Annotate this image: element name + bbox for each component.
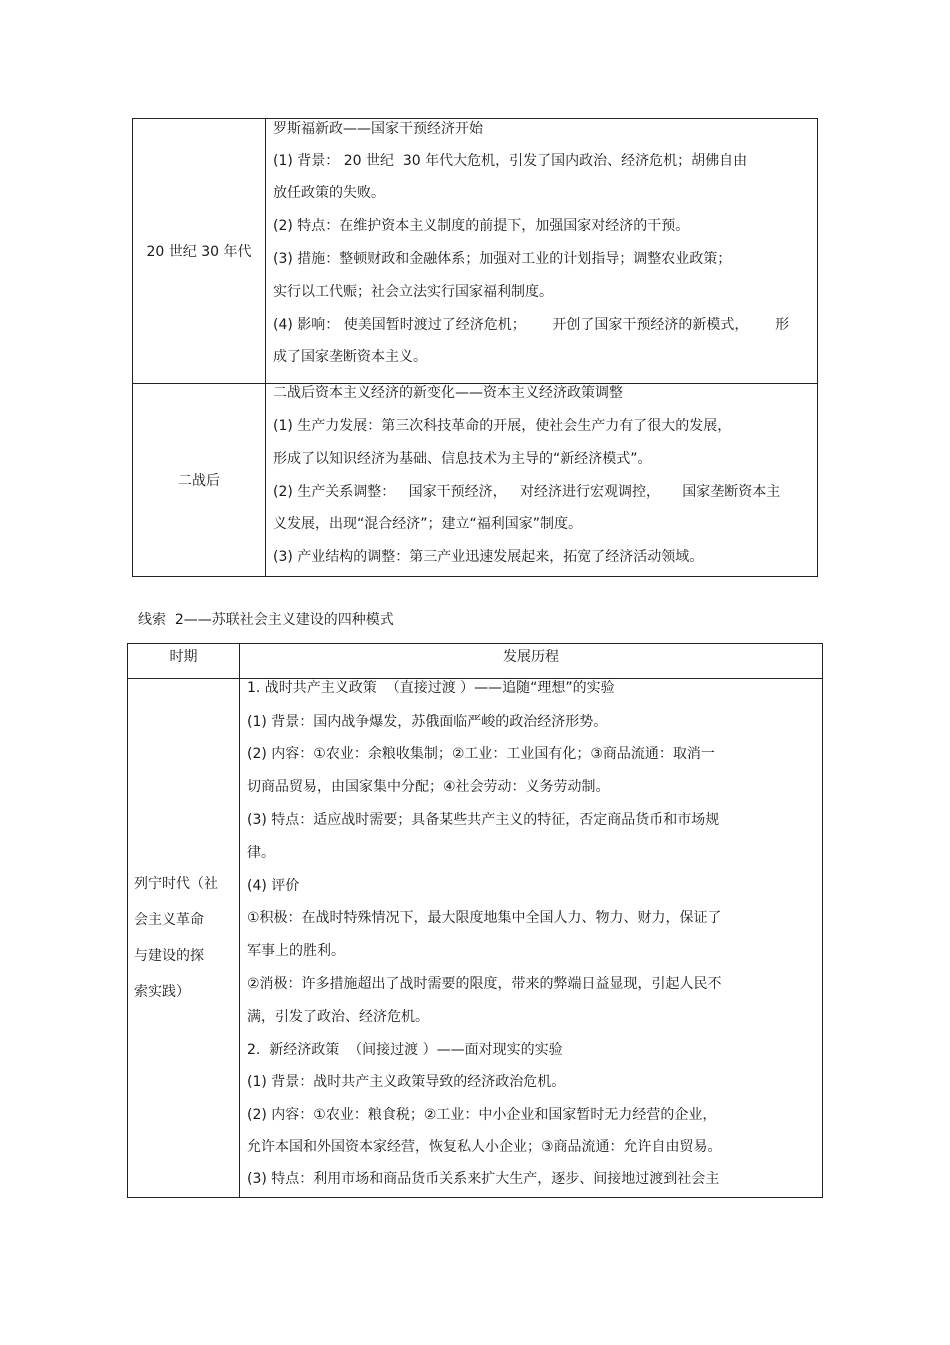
table-header-row bbox=[128, 644, 822, 678]
content-line: 切商品贸易，由国家集中分配；④社会劳动：义务劳动制。 bbox=[247, 779, 610, 795]
content-line: (3) 特点：利用市场和商品货币关系来扩大生产，逐步、间接地过渡到社会主 bbox=[247, 1171, 720, 1187]
content-cell bbox=[273, 383, 817, 577]
section-caption: 线索 2——苏联社会主义建设的四种模式 bbox=[138, 612, 394, 628]
content-line: (2) 特点：在维护资本主义制度的前提下，加强国家对经济的干预。 bbox=[273, 218, 690, 234]
content-line: (1) 背景：国内战争爆发，苏俄面临严峻的政治经济形势。 bbox=[247, 714, 608, 730]
header-period bbox=[128, 644, 240, 678]
content-line: (4) 评价 bbox=[247, 878, 300, 894]
header-label: 发展历程 bbox=[503, 649, 559, 665]
content-line: (2) 内容：①农业：粮食税；②工业：中小企业和国家暂时无力经营的企业， bbox=[247, 1107, 717, 1123]
header-history bbox=[240, 644, 822, 678]
period-cell bbox=[133, 383, 266, 577]
content-line: 允许本国和外国资本家经营，恢复私人小企业；③商品流通：允许自由贸易。 bbox=[247, 1139, 722, 1155]
content-line: 放任政策的失败。 bbox=[273, 185, 385, 201]
content-line: 满，引发了政治、经济危机。 bbox=[247, 1009, 429, 1025]
table-row bbox=[128, 678, 822, 1198]
content-line: 义发展，出现“混合经济”；建立“福利国家”制度。 bbox=[273, 516, 583, 532]
content-line: (3) 措施：整顿财政和金融体系；加强对工业的计划指导；调整农业政策； bbox=[273, 251, 732, 267]
content-line: (4) 影响： 使美国暂时渡过了经济危机； 开创了国家干预经济的新模式， 形 bbox=[273, 317, 790, 333]
content-line: ②消极：许多措施超出了战时需要的限度，带来的弊端日益显现，引起人民不 bbox=[247, 976, 722, 992]
heading-text: 1. 战时共产主义政策 （直接过渡 ）——追随“理想”的实验 bbox=[247, 680, 615, 696]
header-label: 时期 bbox=[169, 649, 198, 665]
content-line: (2) 内容：①农业：余粮收集制；②工业：工业国有化；③商品流通：取消一 bbox=[247, 746, 715, 762]
content-line: 实行以工代赈；社会立法实行国家福利制度。 bbox=[273, 284, 553, 300]
table-soviet bbox=[127, 643, 823, 1198]
table-row bbox=[133, 119, 817, 383]
heading-text: 罗斯福新政——国家干预经济开始 bbox=[273, 121, 483, 137]
content-line: 律。 bbox=[247, 845, 275, 861]
content-line: (1) 背景： 20 世纪 30 年代大危机，引发了国内政治、经济危机；胡佛自由 bbox=[273, 153, 748, 169]
content-line: (1) 背景：战时共产主义政策导致的经济政治危机。 bbox=[247, 1074, 566, 1090]
period-label: 二战后 bbox=[178, 473, 220, 489]
period-line: 与建设的探 bbox=[134, 948, 204, 964]
table-capitalism bbox=[132, 118, 818, 577]
content-line: (2) 生产关系调整： 国家干预经济， 对经济进行宏观调控， 国家垄断资本主 bbox=[273, 484, 781, 500]
content-cell bbox=[273, 119, 817, 383]
period-line: 列宁时代（社 bbox=[134, 876, 218, 892]
period-label: 20 世纪 30 年代 bbox=[146, 244, 252, 260]
period-cell bbox=[133, 119, 266, 383]
period-line: 会主义革命 bbox=[134, 912, 204, 928]
content-line: 形成了以知识经济为基础、信息技术为主导的“新经济模式”。 bbox=[273, 451, 652, 467]
content-line: (3) 产业结构的调整：第三产业迅速发展起来，拓宽了经济活动领域。 bbox=[273, 549, 704, 565]
content-cell bbox=[247, 678, 822, 1198]
content-line: 军事上的胜利。 bbox=[247, 943, 345, 959]
period-line: 索实践） bbox=[134, 984, 190, 1000]
content-line: (3) 特点：适应战时需要；具备某些共产主义的特征，否定商品货币和市场规 bbox=[247, 812, 720, 828]
heading-text: 二战后资本主义经济的新变化——资本主义经济政策调整 bbox=[273, 385, 623, 401]
table-row bbox=[133, 383, 817, 577]
content-line: (1) 生产力发展：第三次科技革命的开展，使社会生产力有了很大的发展， bbox=[273, 418, 732, 434]
content-line: 成了国家垄断资本主义。 bbox=[273, 349, 427, 365]
heading-text: 2. 新经济政策 （间接过渡 ）——面对现实的实验 bbox=[247, 1042, 563, 1058]
period-cell bbox=[128, 678, 240, 1198]
content-line: ①积极：在战时特殊情况下，最大限度地集中全国人力、物力、财力，保证了 bbox=[247, 910, 722, 926]
